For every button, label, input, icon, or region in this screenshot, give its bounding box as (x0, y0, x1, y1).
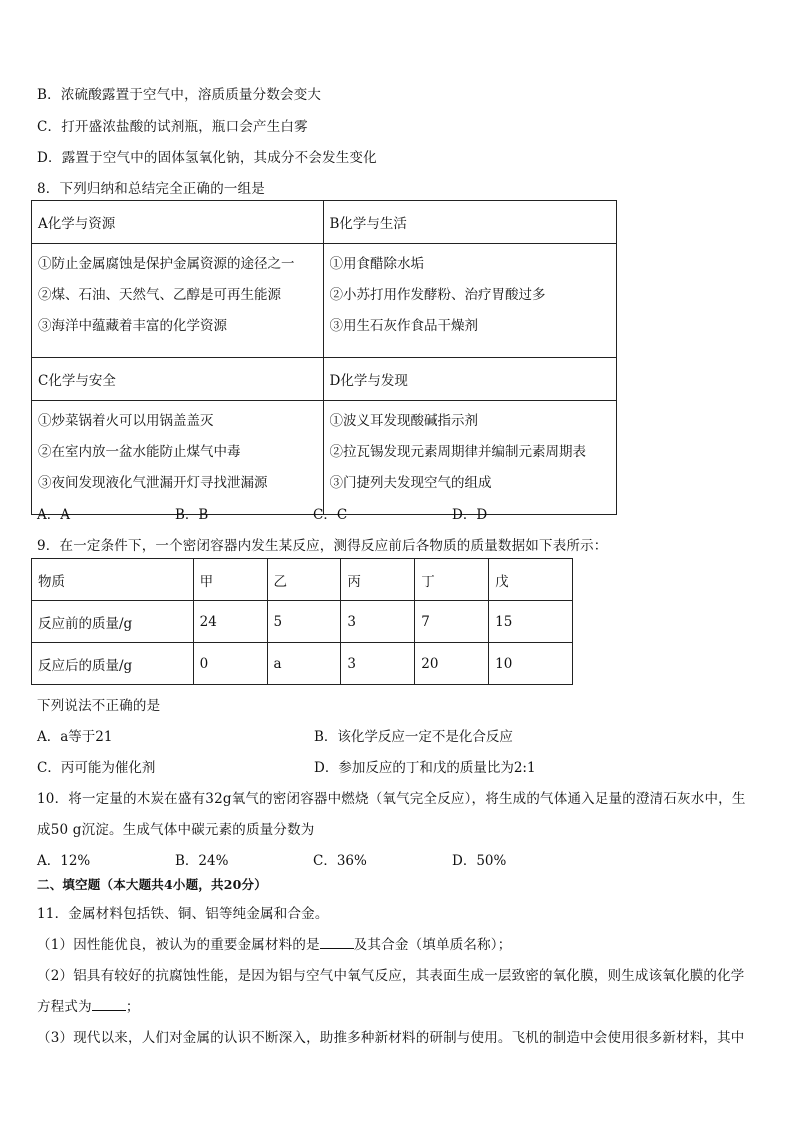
q10-option-b: B．24% (175, 853, 229, 869)
q9-cell: 15 (489, 601, 573, 643)
q10-option-d: D．50% (452, 853, 507, 869)
q8-b-item: ③用生石灰作食品干燥剂 (329, 318, 478, 334)
q8-cell-a-head: A化学与资源 (32, 201, 324, 244)
q8-c-item: ②在室内放一盆水能防止煤气中毒 (38, 444, 241, 460)
q8-c-item: ③夜间发现液化气泄漏开灯寻找泄漏源 (38, 475, 268, 491)
q8-d-item: ①波义耳发现酸碱指示剂 (329, 413, 478, 429)
q11-blank-1 (320, 936, 354, 949)
q11-part1-text-a: （1）因性能优良，被认为的重要金属材料的是 (37, 937, 320, 953)
q9-stem: 9．在一定条件下，一个密闭容器内发生某反应，测得反应前后各物质的质量数据如下表所示： (37, 538, 608, 554)
q9-cell: 20 (415, 643, 489, 685)
q8-cell-c-head: C化学与安全 (32, 358, 324, 401)
q9-cell: 0 (193, 643, 267, 685)
q9-header-cell: 戊 (489, 559, 573, 601)
section-heading: 二、填空题（本大题共4小题，共20分） (37, 877, 267, 892)
q11-part1-text-b: 及其合金（填单质名称）； (353, 937, 512, 953)
q8-a-item: ③海洋中蕴藏着丰富的化学资源 (38, 318, 227, 334)
q8-b-item: ②小苏打用作发酵粉、治疗胃酸过多 (329, 287, 546, 303)
q8-option-b: B．B (175, 507, 209, 523)
q7-option-b: B．浓硫酸露置于空气中，溶质质量分数会变大 (37, 87, 322, 103)
q8-table (31, 200, 617, 515)
q11-part3: （3）现代以来，人们对金属的认识不断深入，助推多种新材料的研制与使用。飞机的制造中会使用很多新材料，其中 (37, 1030, 745, 1046)
q7-option-c: C．打开盛浓盐酸的试剂瓶，瓶口会产生白雾 (37, 119, 308, 135)
q11-part1 (37, 933, 511, 953)
q11-part2-line1: （2）铝具有较好的抗腐蚀性能，是因为铝与空气中氧气反应，其表面生成一层致密的氧化膜，则生成该氧化膜的化学 (37, 968, 745, 984)
q9-header-cell: 甲 (193, 559, 267, 601)
q8-cell-d-head: D化学与发现 (323, 358, 617, 401)
q8-a-item: ①防止金属腐蚀是保护金属资源的途径之一 (38, 256, 295, 272)
q10-option-c: C．36% (313, 853, 367, 869)
q9-cell: 3 (341, 601, 415, 643)
q11-blank-2 (92, 998, 126, 1011)
q8-option-d: D．D (452, 507, 488, 523)
q11-stem: 11．金属材料包括铁、铜、铝等纯金属和合金。 (37, 906, 329, 922)
q8-c-item: ①炒菜锅着火可以用锅盖盖灭 (38, 413, 214, 429)
q9-option-a: A．a等于21 (37, 729, 113, 745)
q8-option-c: C．C (313, 507, 348, 523)
q9-header-cell: 丙 (341, 559, 415, 601)
q8-cell-d-body (323, 401, 617, 515)
q9-cell: 5 (267, 601, 341, 643)
q8-a-item: ②煤、石油、天然气、乙醇是可再生能源 (38, 287, 281, 303)
q11-part2-line2 (37, 995, 140, 1015)
q9-option-b: B．该化学反应一定不是化合反应 (314, 729, 513, 745)
q9-header-cell: 物质 (32, 559, 194, 601)
q9-question: 下列说法不正确的是 (37, 698, 161, 714)
q7-option-d: D．露置于空气中的固体氢氧化钠，其成分不会发生变化 (37, 150, 377, 166)
q8-cell-b-head: B化学与生活 (323, 201, 617, 244)
q8-stem: 8．下列归纳和总结完全正确的一组是 (37, 181, 265, 197)
q9-table (31, 558, 573, 685)
q8-d-item: ③门捷列夫发现空气的组成 (329, 475, 492, 491)
q9-row-after (32, 643, 573, 685)
q10-stem-line1: 10．将一定量的木炭在盛有32g氧气的密闭容器中燃烧（氧气完全反应），将生成的气体通入足量的澄清石灰水中，生 (37, 791, 746, 807)
q9-cell: 24 (193, 601, 267, 643)
q9-option-c: C．丙可能为催化剂 (37, 760, 156, 776)
q10-stem-line2: 成50 g沉淀。生成气体中碳元素的质量分数为 (37, 822, 315, 838)
q9-row-before (32, 601, 573, 643)
q9-option-d: D．参加反应的丁和戊的质量比为2:1 (314, 760, 536, 776)
q9-cell: 3 (341, 643, 415, 685)
q9-header-cell: 丁 (415, 559, 489, 601)
q8-d-item: ②拉瓦锡发现元素周期律并编制元素周期表 (329, 444, 586, 460)
q9-cell: 反应前的质量/g (32, 601, 194, 643)
q10-option-a: A．12% (37, 853, 91, 869)
q9-header-row (32, 559, 573, 601)
q8-cell-b-body (323, 244, 617, 358)
q9-cell: 10 (489, 643, 573, 685)
q11-part2-end: ； (125, 999, 140, 1015)
q8-option-a: A．A (37, 507, 70, 523)
q8-cell-c-body (32, 401, 324, 515)
q11-part2-text: 方程式为 (37, 999, 92, 1015)
q9-cell: 反应后的质量/g (32, 643, 194, 685)
q9-header-cell: 乙 (267, 559, 341, 601)
q8-b-item: ①用食醋除水垢 (329, 256, 424, 272)
q8-cell-a-body (32, 244, 324, 358)
q9-cell: 7 (415, 601, 489, 643)
q9-cell: a (267, 643, 341, 685)
